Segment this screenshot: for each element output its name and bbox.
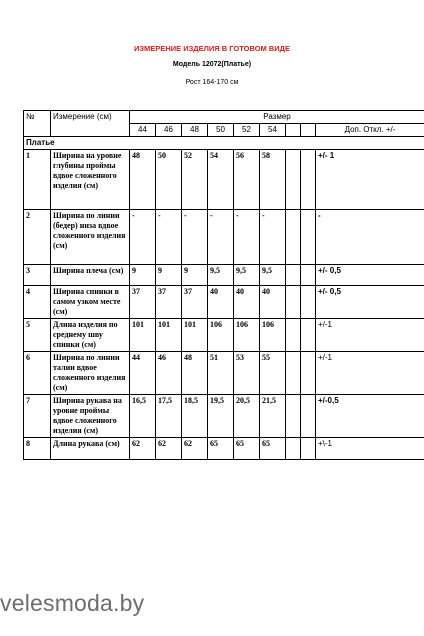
measurement-value: 9,5 xyxy=(234,265,260,286)
table-row xyxy=(24,438,424,460)
size-header: 52 xyxy=(234,124,260,137)
tolerance-value: +/- 1 xyxy=(316,150,424,210)
table-row xyxy=(24,395,424,438)
size-header: 54 xyxy=(260,124,286,137)
measurement-value: 50 xyxy=(156,150,182,210)
measurement-value: 106 xyxy=(260,319,286,352)
measurement-value: 9 xyxy=(182,265,208,286)
size-header: 48 xyxy=(182,124,208,137)
measurement-value: 37 xyxy=(156,286,182,319)
measurement-value: 101 xyxy=(182,319,208,352)
measurement-value: 18,5 xyxy=(182,395,208,438)
measurement-value: - xyxy=(130,210,156,265)
section-label: Платье xyxy=(24,137,424,150)
measurement-value: 44 xyxy=(130,352,156,395)
measurement-value: 106 xyxy=(208,319,234,352)
measurement-value xyxy=(286,352,301,395)
row-number: 3 xyxy=(24,265,51,286)
measurement-name: Ширина спинки в самом узком месте (см) xyxy=(51,286,130,319)
measurement-value: 40 xyxy=(260,286,286,319)
row-number: 2 xyxy=(24,210,51,265)
table-row xyxy=(24,319,424,352)
measurement-value: 40 xyxy=(208,286,234,319)
measurement-value: - xyxy=(182,210,208,265)
measurement-value: 56 xyxy=(234,150,260,210)
measurement-value: 40 xyxy=(234,286,260,319)
measurement-value: 54 xyxy=(208,150,234,210)
row-number: 8 xyxy=(24,438,51,460)
height-range: Рост 164-170 см xyxy=(185,79,239,86)
table-row xyxy=(24,150,424,210)
measurement-value: 51 xyxy=(208,352,234,395)
tolerance-value: +\-1 xyxy=(316,438,424,460)
measurement-value: - xyxy=(260,210,286,265)
measurement-name: Длина изделия по среднему шву спинки (см) xyxy=(51,319,130,352)
table-row xyxy=(24,286,424,319)
measurement-value xyxy=(286,210,301,265)
measurement-value: 9 xyxy=(130,265,156,286)
measurement-value: 101 xyxy=(130,319,156,352)
measurement-name: Ширина по линии (бедер) низа вдвое сложенного изделия (см) xyxy=(51,210,130,265)
measurement-value: 65 xyxy=(260,438,286,460)
measurement-value xyxy=(286,265,301,286)
size-header xyxy=(286,124,301,137)
measurement-value: 20,5 xyxy=(234,395,260,438)
row-number: 4 xyxy=(24,286,51,319)
measurement-value xyxy=(286,438,301,460)
measurement-value xyxy=(301,265,316,286)
measurement-value xyxy=(286,150,301,210)
measurement-name: Ширина плеча (см) xyxy=(51,265,130,286)
size-header xyxy=(301,124,316,137)
size-header: 44 xyxy=(130,124,156,137)
measurement-value: 9,5 xyxy=(208,265,234,286)
measurement-value: 62 xyxy=(182,438,208,460)
measurement-value xyxy=(301,286,316,319)
measurement-value: - xyxy=(156,210,182,265)
measurement-value: 19,5 xyxy=(208,395,234,438)
measurement-value: 9,5 xyxy=(260,265,286,286)
tolerance-value: +/-1 xyxy=(316,319,424,352)
document-title: ИЗМЕРЕНИЕ ИЗДЕЛИЯ В ГОТОВОМ ВИДЕ xyxy=(133,44,291,53)
table-row xyxy=(24,352,424,395)
measurement-table xyxy=(23,110,424,460)
table-row xyxy=(24,210,424,265)
measurement-value xyxy=(286,286,301,319)
measurement-value xyxy=(301,319,316,352)
measurement-value: 37 xyxy=(130,286,156,319)
measurement-value: 53 xyxy=(234,352,260,395)
measurement-value: 62 xyxy=(156,438,182,460)
measurement-value: 65 xyxy=(208,438,234,460)
measurement-value xyxy=(301,210,316,265)
measurement-value: - xyxy=(208,210,234,265)
measurement-value: 9 xyxy=(156,265,182,286)
measurement-value: 16,5 xyxy=(130,395,156,438)
measurement-value xyxy=(286,319,301,352)
row-number: 7 xyxy=(24,395,51,438)
measurement-value xyxy=(301,395,316,438)
column-header-measure: Измерение (см) xyxy=(51,111,130,137)
measurement-value: 52 xyxy=(182,150,208,210)
watermark: velesmoda.by xyxy=(0,590,145,616)
measurement-value xyxy=(286,395,301,438)
measurement-value: 21,5 xyxy=(260,395,286,438)
column-header-number: № xyxy=(24,111,51,137)
size-header: 50 xyxy=(208,124,234,137)
measurement-value: 101 xyxy=(156,319,182,352)
size-header: 46 xyxy=(156,124,182,137)
table-row xyxy=(24,265,424,286)
measurement-name: Ширина на уровне глубины проймы вдвое сложенного изделия (см) xyxy=(51,150,130,210)
measurement-name: Длина рукава (см) xyxy=(51,438,130,460)
measurement-value: 58 xyxy=(260,150,286,210)
tolerance-value: +/- 0,5 xyxy=(316,286,424,319)
tolerance-value: - xyxy=(316,210,424,265)
measurement-name: Ширина рукава на уровне проймы вдвое сложенного изделия (см) xyxy=(51,395,130,438)
measurement-value: 62 xyxy=(130,438,156,460)
model-name: Модель 12072(Платье) xyxy=(172,61,252,68)
measurement-value xyxy=(301,150,316,210)
measurement-value xyxy=(301,352,316,395)
tolerance-value: +/- 0,5 xyxy=(316,265,424,286)
row-number: 6 xyxy=(24,352,51,395)
measurement-value: 46 xyxy=(156,352,182,395)
measurement-name: Ширина по линии талии вдвое сложенного изделия (см) xyxy=(51,352,130,395)
row-number: 5 xyxy=(24,319,51,352)
column-header-size: Размер xyxy=(130,111,424,124)
measurement-value: - xyxy=(234,210,260,265)
measurement-value: 65 xyxy=(234,438,260,460)
measurement-value: 48 xyxy=(182,352,208,395)
row-number: 1 xyxy=(24,150,51,210)
measurement-value: 48 xyxy=(130,150,156,210)
measurement-value: 55 xyxy=(260,352,286,395)
measurement-value: 37 xyxy=(182,286,208,319)
measurement-value: 17,5 xyxy=(156,395,182,438)
measurement-value: 106 xyxy=(234,319,260,352)
column-header-tolerance: Доп. Откл. +/- xyxy=(316,124,424,137)
tolerance-value: +/-1 xyxy=(316,352,424,395)
measurement-value xyxy=(301,438,316,460)
tolerance-value: +/-0,5 xyxy=(316,395,424,438)
